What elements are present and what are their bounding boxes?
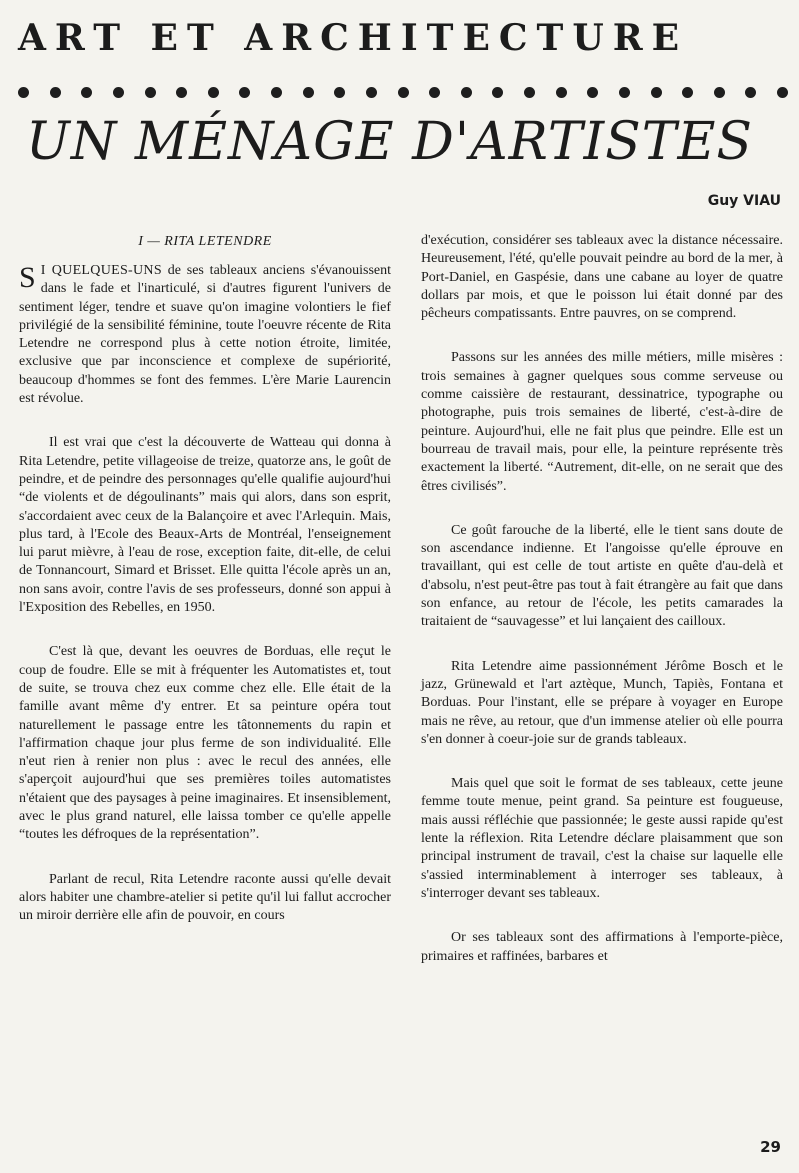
- divider-dot: [81, 87, 92, 98]
- divider-dot: [208, 87, 219, 98]
- section-title: ART ET ARCHITECTURE: [18, 17, 689, 59]
- divider-dot: [587, 87, 598, 98]
- divider-dot: [271, 87, 282, 98]
- divider-dot: [619, 87, 630, 98]
- divider-dot: [113, 87, 124, 98]
- divider-dot: [176, 87, 187, 98]
- divider-dot: [18, 87, 29, 98]
- divider-dot: [239, 87, 250, 98]
- lead-caps: I QUELQUES-UNS: [40, 263, 162, 278]
- divider-dot: [682, 87, 693, 98]
- divider-dot: [651, 87, 662, 98]
- divider-dot: [745, 87, 756, 98]
- article-subheading: I — RITA LETENDRE: [138, 234, 272, 249]
- paragraph: Parlant de recul, Rita Letendre raconte aussi qu'elle devait alors habiter une chambre-atelier si petite qu'il lui fallut accrocher un miroir derrière elle afin de pouvoir, en cours: [19, 871, 391, 924]
- paragraph: Ce goût farouche de la liberté, elle le tient sans doute de son ascendance indienne. Et l'angoisse qu'elle éprouve en travaillant, qui est celle de tout artiste en quête d'au-delà et d'absolu, n'est peut-être pas tout à fait étrangère au fait que dans son enfance, au retour de l'école, les petits camarades la traitaient de “sauvagesse” et lui lançaient des cailloux.: [421, 522, 783, 630]
- left-column: [19, 232, 391, 952]
- paragraph: Or ses tableaux sont des affirmations à l'emporte-pièce, primaires et raffinées, barbares et: [421, 930, 783, 964]
- divider-dot: [556, 87, 567, 98]
- drop-cap: S: [19, 261, 36, 294]
- divider-dot: [461, 87, 472, 98]
- article-headline: UN MÉNAGE D'ARTISTES: [26, 112, 754, 172]
- divider-dot: [303, 87, 314, 98]
- divider-dot: [366, 87, 377, 98]
- paragraph: C'est là que, devant les oeuvres de Borduas, elle reçut le coup de foudre. Elle se mit à fréquenter les Automatistes et, tout de suite, se trouva chez eux comme chez elle. Elle était de la famille avant même d'y entrer. Et sa peinture opéra tout naturellement le passage entre les tâtonnements du rapin et l'affirmation chaque jour plus ferme de son individualité. Elle n'eut rien à renier non plus : avec le recul des années, elle s'aperçoit aujourd'hui que ses premières toiles automatistes n'étaient que des paysages à peine imaginaires. Et insensiblement, avec le plus grand naturel, elle laissa tomber ce qu'elle appelle “toutes les défroques de la représentation”.: [19, 644, 391, 843]
- page-number: 29: [760, 1138, 781, 1156]
- lead-paragraph: [19, 262, 391, 408]
- author-byline: Guy VIAU: [707, 193, 781, 209]
- divider-dot: [398, 87, 409, 98]
- divider-dot: [50, 87, 61, 98]
- divider-dot: [524, 87, 535, 98]
- divider-dot: [145, 87, 156, 98]
- divider-dot: [492, 87, 503, 98]
- right-column: [421, 232, 783, 992]
- dot-divider: [18, 85, 788, 99]
- divider-dot: [429, 87, 440, 98]
- lead-text: de ses tableaux anciens s'évanouissent dans le fade et l'inarticulé, si d'autres figurent l'univers de sentiment léger, tendre et suave qu'on imagine volontiers le fief privilégié de la sensibilité féminine, toute l'oeuvre récente de Rita Letendre ne correspond plus à cette notion étroite, limitée, exclusive que par inconscience et complexe de supériorité, beaucoup d'hommes se font des femmes. L'ère Marie Laurencin est révolue.: [19, 263, 391, 407]
- divider-dot: [334, 87, 345, 98]
- paragraph: Rita Letendre aime passionnément Jérôme Bosch et le jazz, Grünewald et l'art aztèque, Munch, Tapiès, Fontana et Borduas. Pour l'instant, elle se prépare à voyager en Europe mais ne rêve, au retour, que d'un immense atelier où elle pourra s'en donner à coeur-joie sur de grands tableaux.: [421, 658, 783, 747]
- continued-paragraph: d'exécution, considérer ses tableaux avec la distance nécessaire. Heureusement, l'été, qu'elle pouvait peindre au bord de la mer, à Port-Daniel, en Gaspésie, dans une cabane au loyer de quatre dollars par mois, et que le poisson lui était donné par des pêcheurs compatissants. Entre pauvres, on se comprend.: [421, 233, 783, 322]
- divider-dot: [777, 87, 788, 98]
- divider-dot: [714, 87, 725, 98]
- paragraph: Il est vrai que c'est la découverte de Watteau qui donna à Rita Letendre, petite villageoise de treize, quatorze ans, le goût de peindre, et de peindre des personnages qu'elle qualifie aujourd'hui “de violents et de dégoulinants” mais qui alors, dans son esprit, s'accordaient avec ceux de la Balançoire et avec l'Arlequin. Mais, plus tard, à l'Ecole des Beaux-Arts de Montréal, l'enseignement lui parut mièvre, à l'eau de rose, exception faite, dit-elle, de celui de Tonnancourt, Simard et Brisset. Elle quitta l'école après un an, non sans avoir, contre l'avis de ses professeurs, donné son appui à l'Exposition des Rebelles, en 1950.: [19, 435, 391, 616]
- paragraph: Mais quel que soit le format de ses tableaux, cette jeune femme toute menue, peint grand. Sa peinture est fougueuse, mais aussi réfléchie que passionnée; le geste aussi rapide qu'est lente la réflexion. Rita Letendre déclare plaisamment que son principal instrument de travail, c'est la chaise sur laquelle elle s'assied interminablement à interroger ses tableaux, à s'interroger devant ses tableaux.: [421, 776, 783, 901]
- paragraph: Passons sur les années des mille métiers, mille misères : trois semaines à gagner quelques sous comme serveuse ou comme caissière de restaurant, dessinatrice, typographe ou photographe, puis trois semaines de liberté, c'est-à-dire de peinture. Aujourd'hui, elle ne fait plus que peindre. Elle est un bourreau de travail mais, pour elle, la peinture représente très exactement la liberté. “Autrement, dit-elle, on ne serait que des êtres civilisés”.: [421, 350, 783, 494]
